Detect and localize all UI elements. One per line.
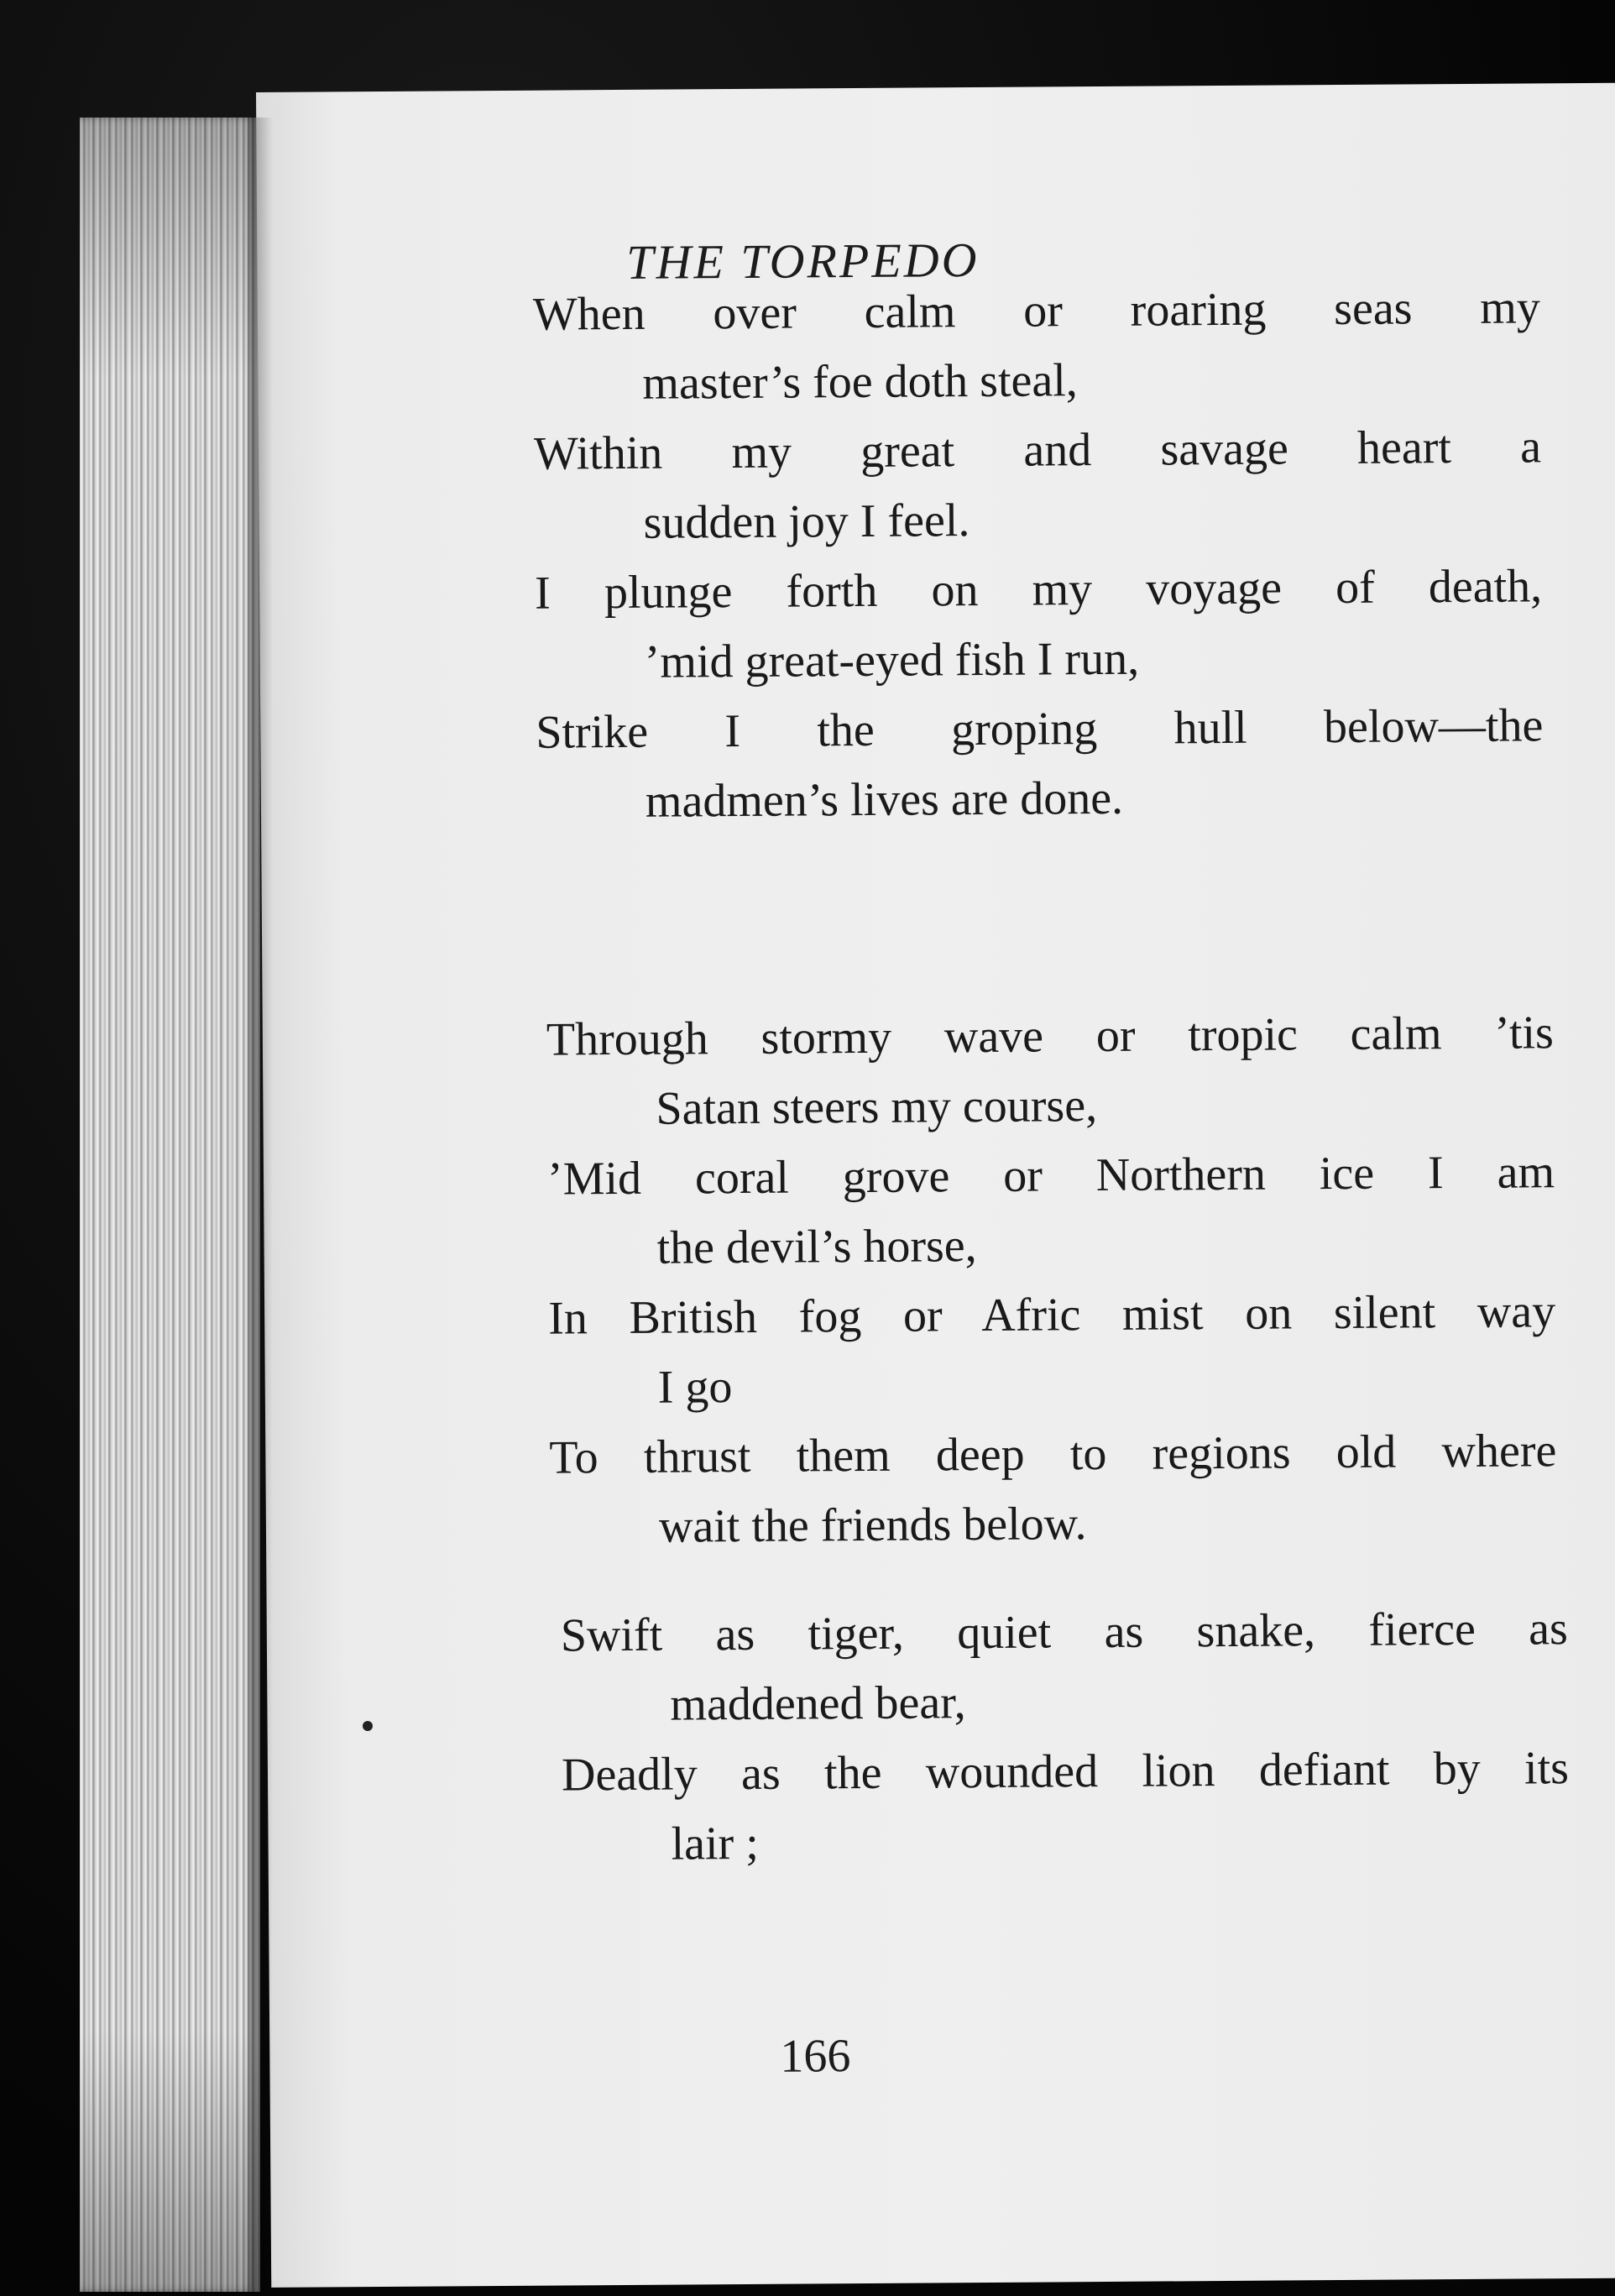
verse-line: When over calm or roaring seas my <box>532 281 1541 341</box>
ink-dot <box>363 1721 373 1731</box>
verse-line: Swift as tiger, quiet as snake, fierce as <box>560 1603 1569 1662</box>
spine-shadow <box>248 118 273 2292</box>
verse-line-continuation: sudden joy I feel. <box>643 494 970 549</box>
verse-line: Within my great and savage heart a <box>533 421 1542 480</box>
verse-line: To thrust them deep to regions old where <box>549 1425 1557 1484</box>
verse-line-continuation: ’mid great-eyed fish I run, <box>644 632 1140 688</box>
verse-line: Deadly as the wounded lion defiant by its <box>561 1742 1570 1802</box>
verse-line-continuation: Satan steers my course, <box>656 1080 1098 1135</box>
verse-line: Through stormy wave or tropic calm ’tis <box>546 1007 1555 1066</box>
running-head: THE TORPEDO <box>626 232 980 290</box>
verse-line-continuation: madmen’s lives are done. <box>645 771 1124 828</box>
book-page <box>256 83 1615 2288</box>
verse-line-continuation: I go <box>657 1361 733 1414</box>
page-number: 166 <box>780 2030 851 2083</box>
stanza-1 <box>533 273 1544 837</box>
page-edges <box>80 118 260 2292</box>
stanza-2 <box>546 998 1558 1562</box>
verse-line-continuation: master’s foe doth steal, <box>642 354 1079 410</box>
verse-line-continuation: wait the friends below. <box>658 1498 1087 1553</box>
verse-line: ’Mid coral grove or Northern ice I am <box>546 1146 1555 1206</box>
stanza-3 <box>561 1594 1570 1880</box>
verse-line-continuation: maddened bear, <box>670 1676 966 1731</box>
verse-line: Strike I the groping hull below—the <box>536 699 1544 759</box>
verse-line: In British fog or Afric mist on silent way <box>547 1285 1556 1345</box>
verse-line-continuation: lair ; <box>671 1817 759 1870</box>
verse-line-continuation: the devil’s horse, <box>656 1220 977 1274</box>
verse-line: I plunge forth on my voyage of death, <box>534 560 1543 620</box>
